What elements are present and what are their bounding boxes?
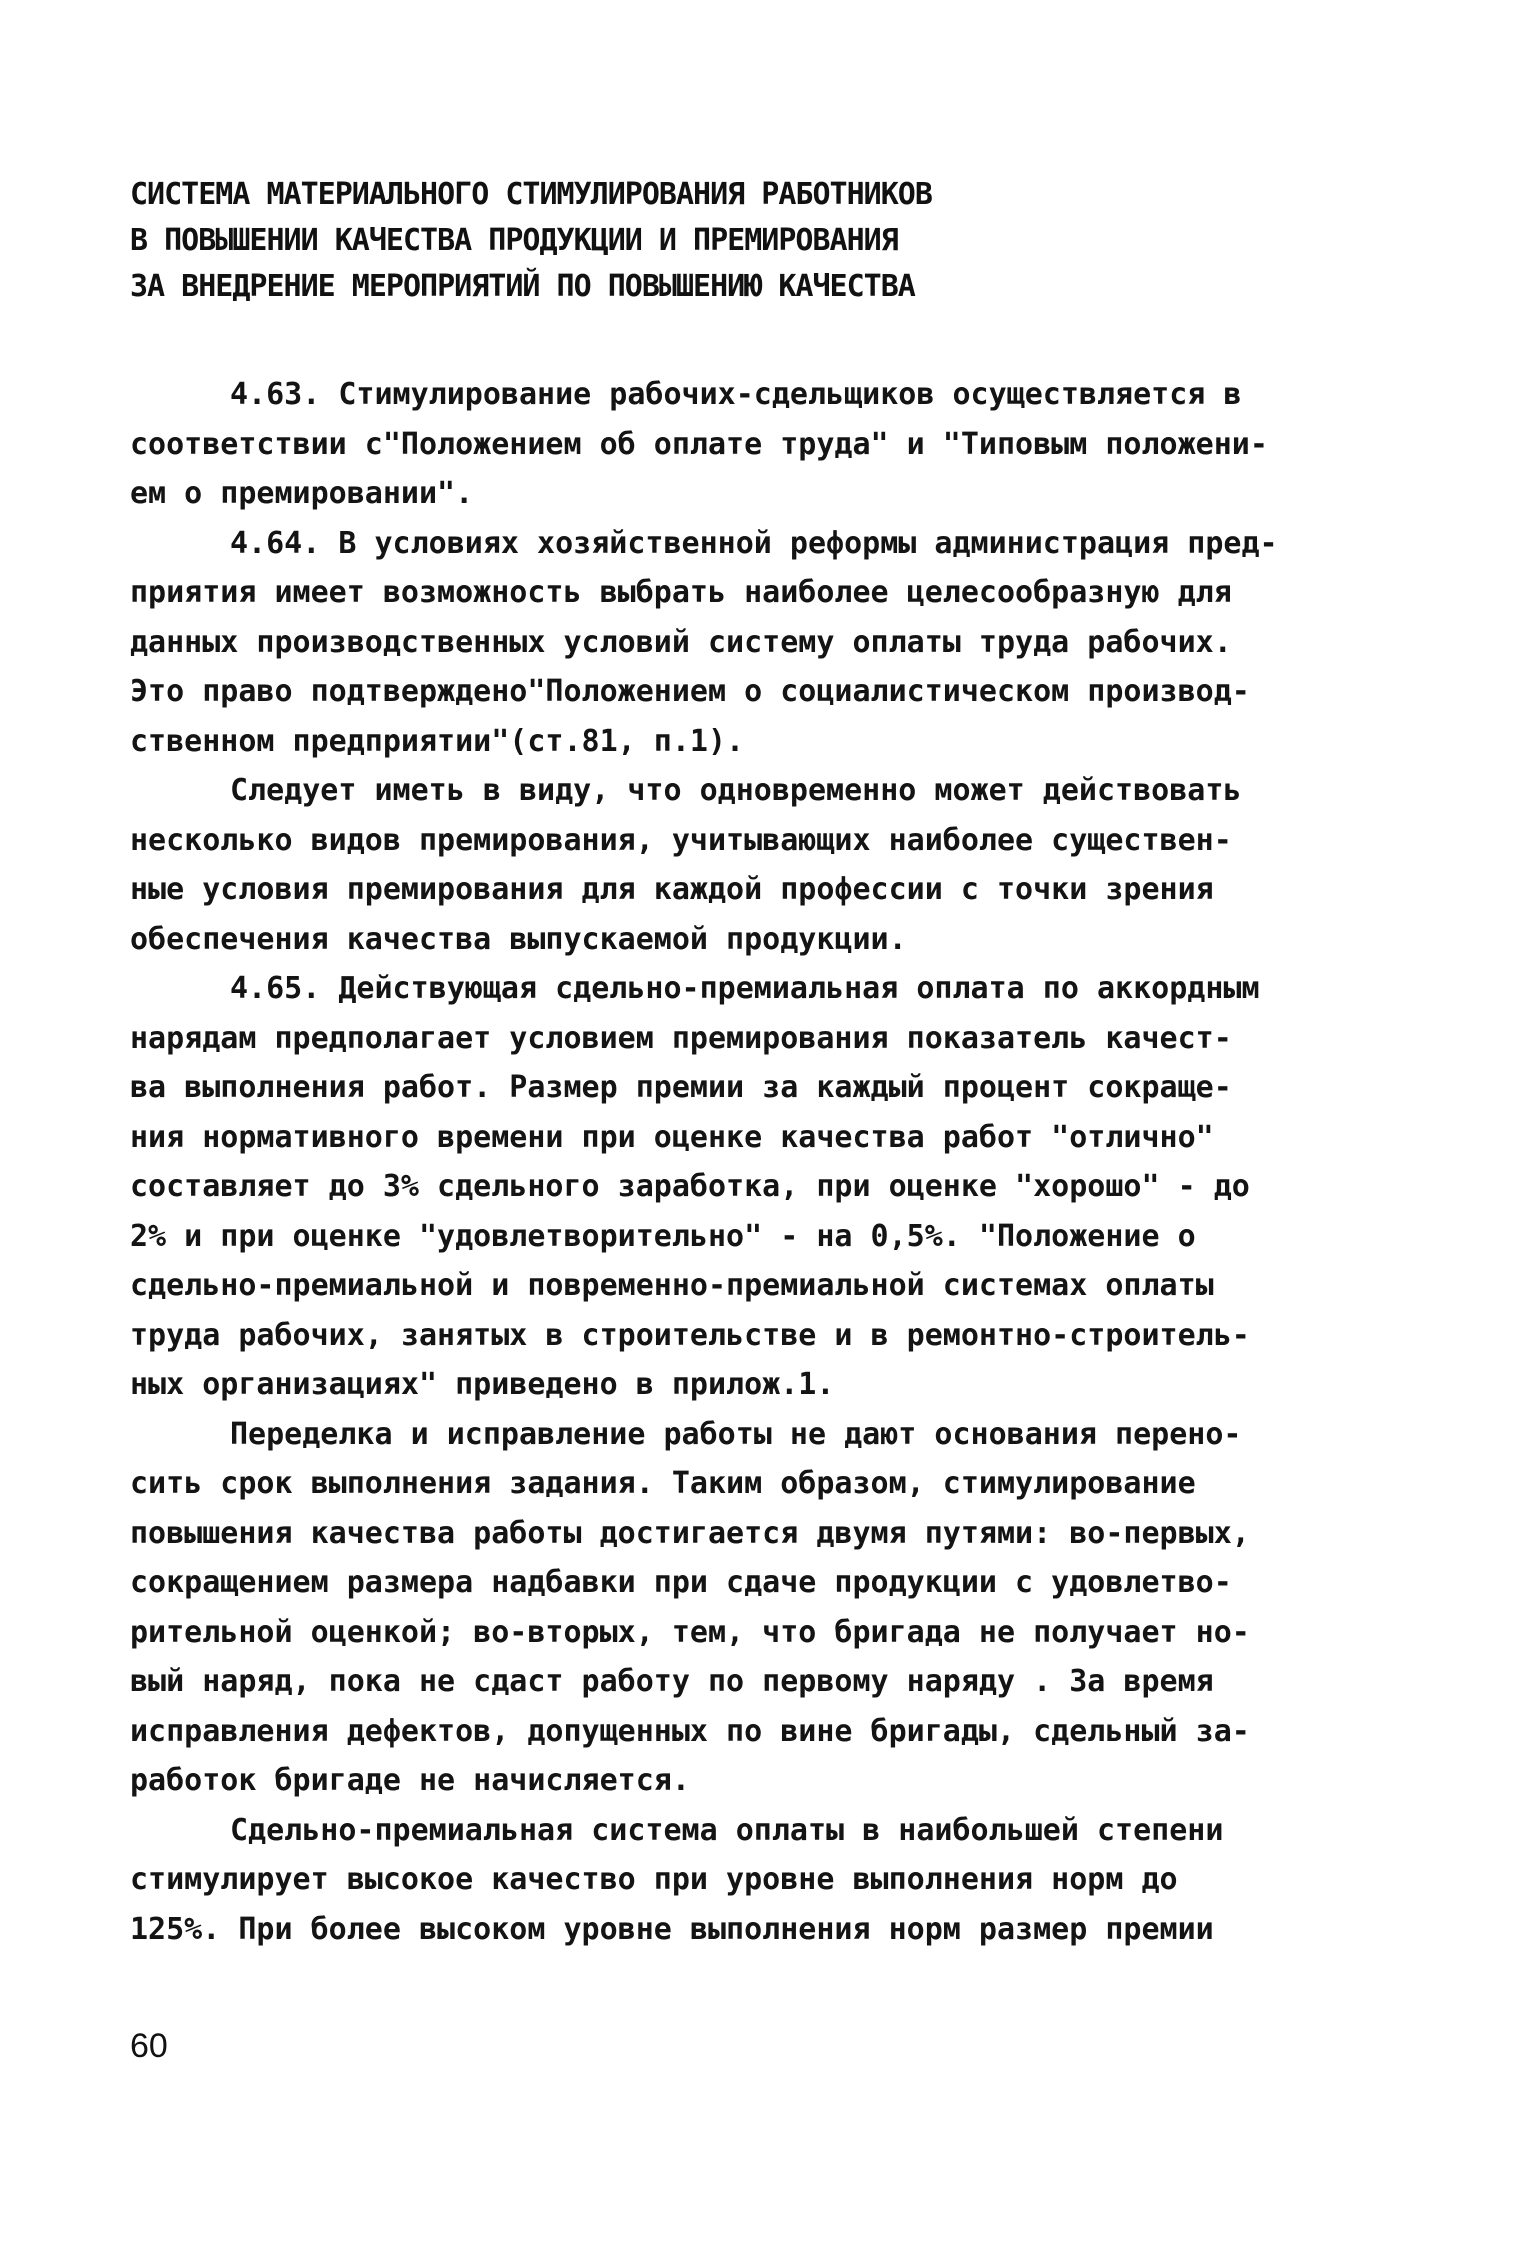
body-text	[130, 370, 1420, 1954]
paragraph-4-65-line: труда рабочих, занятых в строительстве и в ремонтно-строитель-	[130, 1317, 1250, 1353]
paragraph-line: Переделка и исправление работы не дают основания перено-	[230, 1416, 1242, 1452]
paragraph-4-63-line: соответствии с"Положением об оплате труда" и "Типовым положени-	[130, 426, 1268, 462]
paragraph-line: повышения качества работы достигается двумя путями: во-первых,	[130, 1515, 1250, 1551]
paragraph-4-65-line: сдельно-премиальной и повременно-премиальной системах оплаты	[130, 1268, 1214, 1303]
paragraph-line: обеспечения качества выпускаемой продукции.	[130, 921, 907, 957]
paragraph-4-65-line: 4.65. Действующая сдельно-премиальная оплата по аккордным	[230, 971, 1260, 1006]
heading-line: СИСТЕМА МАТЕРИАЛЬНОГО СТИМУЛИРОВАНИЯ РАБОТНИКОВ	[130, 177, 932, 212]
paragraph-line: Следует иметь в виду, что одновременно может действовать	[230, 773, 1242, 808]
paragraph-4-65-line: нарядам предполагает условием премирования показатель качест-	[130, 1020, 1232, 1056]
paragraph-4-64-line: ственном предприятии"(ст.81, п.1).	[130, 723, 745, 759]
paragraph-4-65-line: ных организациях" приведено в прилож.1.	[130, 1367, 835, 1402]
paragraph-line: Сдельно-премиальная система оплаты в наибольшей степени	[230, 1812, 1224, 1848]
paragraph-line: сокращением размера надбавки при сдаче продукции с удовлетво-	[130, 1565, 1232, 1600]
paragraph-line: исправления дефектов, допущенных по вине бригады, сдельный за-	[130, 1713, 1250, 1749]
paragraph-line: вый наряд, пока не сдаст работу по первому наряду . За время	[130, 1664, 1214, 1699]
paragraph-4-64-line: Это право подтверждено"Положением о социалистическом производ-	[130, 674, 1250, 709]
paragraph-4-65-line: 2% и при оценке "удовлетворительно" - на 0,5%. "Положение о	[130, 1218, 1196, 1254]
paragraph-4-64-line: данных производственных условий систему оплаты труда рабочих.	[130, 624, 1232, 660]
paragraph-4-65-line: ния нормативного времени при оценке качества работ "отлично"	[130, 1119, 1214, 1155]
heading-line: ЗА ВНЕДРЕНИЕ МЕРОПРИЯТИЙ ПО ПОВЫШЕНИЮ КАЧЕСТВА	[130, 269, 915, 304]
paragraph-line: несколько видов премирования, учитывающих наиболее существен-	[130, 822, 1232, 858]
paragraph-line: рительной оценкой; во-вторых, тем, что бригада не получает но-	[130, 1614, 1250, 1650]
paragraph-line: ные условия премирования для каждой профессии с точки зрения	[130, 872, 1214, 907]
paragraph-4-63-line: 4.63. Стимулирование рабочих-сдельщиков осуществляется в	[230, 377, 1242, 412]
paragraph-4-63-line: ем о премировании".	[130, 476, 474, 511]
section-heading	[130, 172, 1330, 310]
paragraph-4-65-line: составляет до 3% сдельного заработка, при оценке "хорошо" - до	[130, 1169, 1250, 1204]
paragraph-line: стимулирует высокое качество при уровне выполнения норм до	[130, 1862, 1178, 1897]
paragraph-4-64-line: приятия имеет возможность выбрать наиболее целесообразную для	[130, 575, 1232, 610]
heading-line: В ПОВЫШЕНИИ КАЧЕСТВА ПРОДУКЦИИ И ПРЕМИРОВАНИЯ	[130, 223, 898, 258]
paragraph-line: работок бригаде не начисляется.	[130, 1763, 690, 1798]
paragraph-4-64-line: 4.64. В условиях хозяйственной реформы администрация пред-	[230, 525, 1278, 561]
paragraph-line: сить срок выполнения задания. Таким образом, стимулирование	[130, 1466, 1196, 1501]
paragraph-4-65-line: ва выполнения работ. Размер премии за каждый процент сокраще-	[130, 1070, 1232, 1105]
page-number: 60	[130, 2027, 168, 2065]
paragraph-line: 125%. При более высоком уровне выполнения норм размер премии	[130, 1911, 1214, 1947]
